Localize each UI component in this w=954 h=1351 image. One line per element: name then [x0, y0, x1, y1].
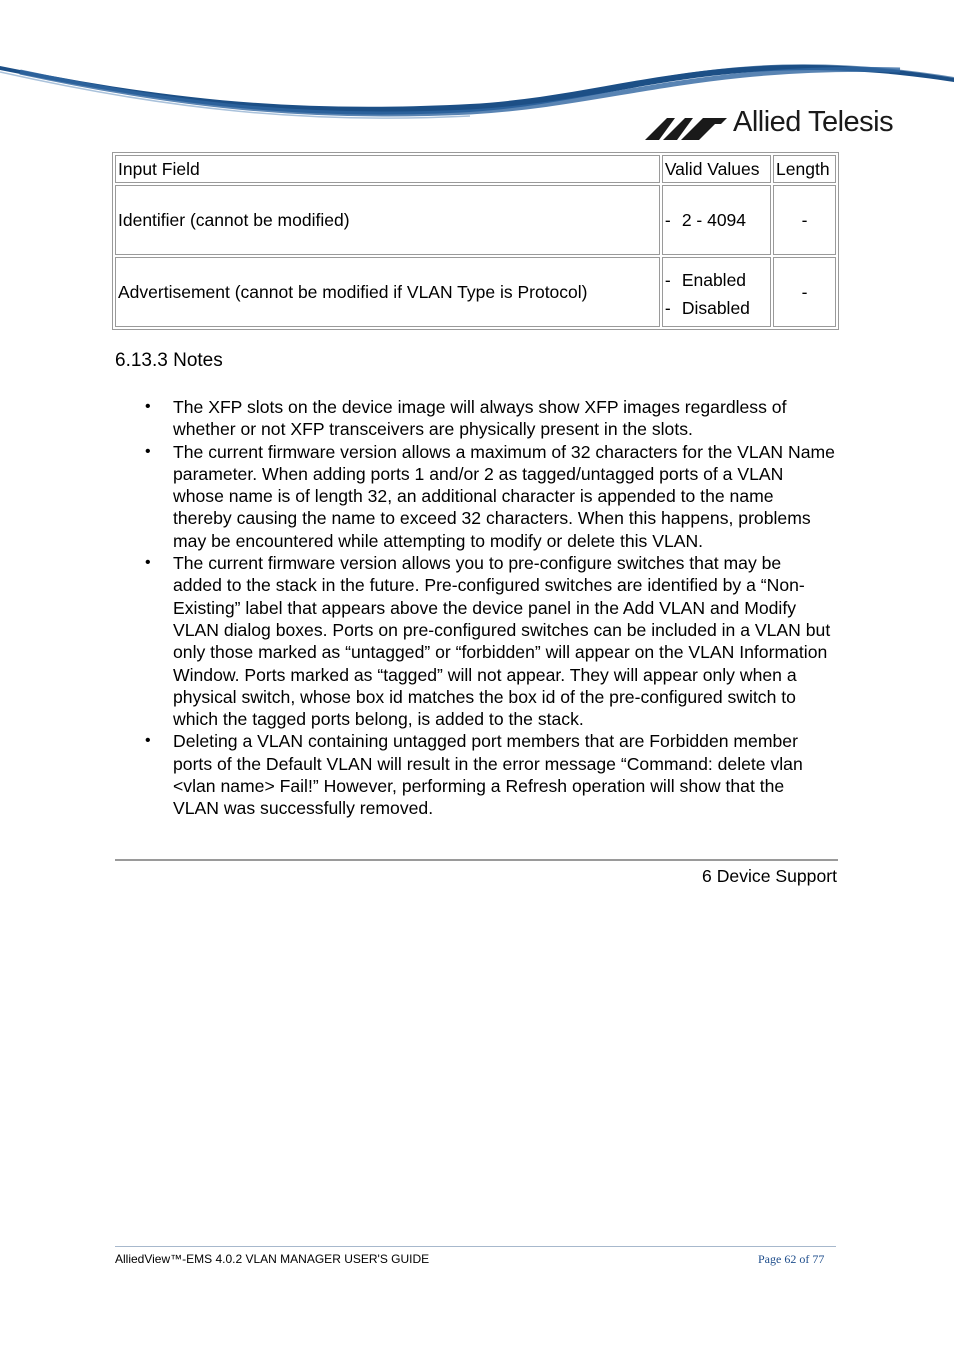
field-cell: Identifier (cannot be modified) — [115, 185, 660, 255]
list-item: • The current firmware version allows you to pre-configure switches that may be added to the stack in the future. Pre-configured switches are identified by a “Non-Existing” label that appears above the device panel in the Add VLAN and Modify VLAN dialog boxes. Ports on pre-configured switches can be included in a VLAN but only those marked as “untagged” or “forbidden” will appear on the VLAN Information Window. Ports marked as “tagged” will not appear. They will appear only when a physical switch, whose box id matches the box id of the pre-configured switch to which the tagged ports belong, is added to the stack. — [145, 553, 831, 730]
section-heading: 6.13.3 Notes — [115, 350, 223, 371]
length-cell: - — [773, 257, 836, 327]
table-header-row — [115, 155, 836, 183]
header-input-field: Input Field — [115, 155, 660, 183]
notes-list — [115, 396, 835, 820]
section-footer-label: 6 Device Support — [702, 866, 837, 886]
table-row — [115, 257, 836, 327]
list-item: • The XFP slots on the device image will always show XFP images regardless of whether or not XFP transceivers are physically present in the slots. — [145, 397, 787, 440]
value-item: - Disabled — [664, 297, 750, 318]
bullet-icon: • — [145, 398, 151, 415]
value-item: - Enabled — [664, 269, 747, 290]
header-valid-values: Valid Values — [662, 155, 771, 183]
footer-page-number: Page 62 of 77 — [758, 1252, 825, 1266]
footer-divider — [115, 1246, 836, 1247]
length-cell: - — [773, 185, 836, 255]
header-length: Length — [773, 155, 836, 183]
logo-wordmark: Allied Telesis — [733, 106, 894, 138]
field-cell: Advertisement (cannot be modified if VLAN Type is Protocol) — [115, 257, 660, 327]
bullet-icon: • — [145, 554, 151, 572]
values-cell — [662, 185, 771, 255]
table-row — [115, 185, 836, 255]
value-item: - 2 - 4094 — [664, 209, 747, 230]
list-item: • The current firmware version allows a maximum of 32 characters for the VLAN Name parameter. When adding ports 1 and/or 2 as tagged/untagged ports of a VLAN whose name is of length 32, an additional character is appended to the name thereby causing the name to exceed 32 characters. When this happens, problems may be encountered while attempting to modify or delete this VLAN. — [145, 441, 835, 551]
bullet-icon: • — [145, 732, 151, 750]
input-fields-table — [112, 152, 839, 330]
values-cell — [662, 257, 771, 327]
section-divider — [115, 859, 838, 861]
list-item: • Deleting a VLAN containing untagged port members that are Forbidden member ports of the Default VLAN will result in the error message “Command: delete vlan <vlan name> Fail!” However, performing a Refresh operation will show that the VLAN was successfully removed. — [145, 731, 803, 819]
bullet-icon: • — [145, 442, 151, 460]
footer-doc-title: AlliedView™-EMS 4.0.2 VLAN MANAGER USER'S GUIDE — [115, 1252, 430, 1266]
